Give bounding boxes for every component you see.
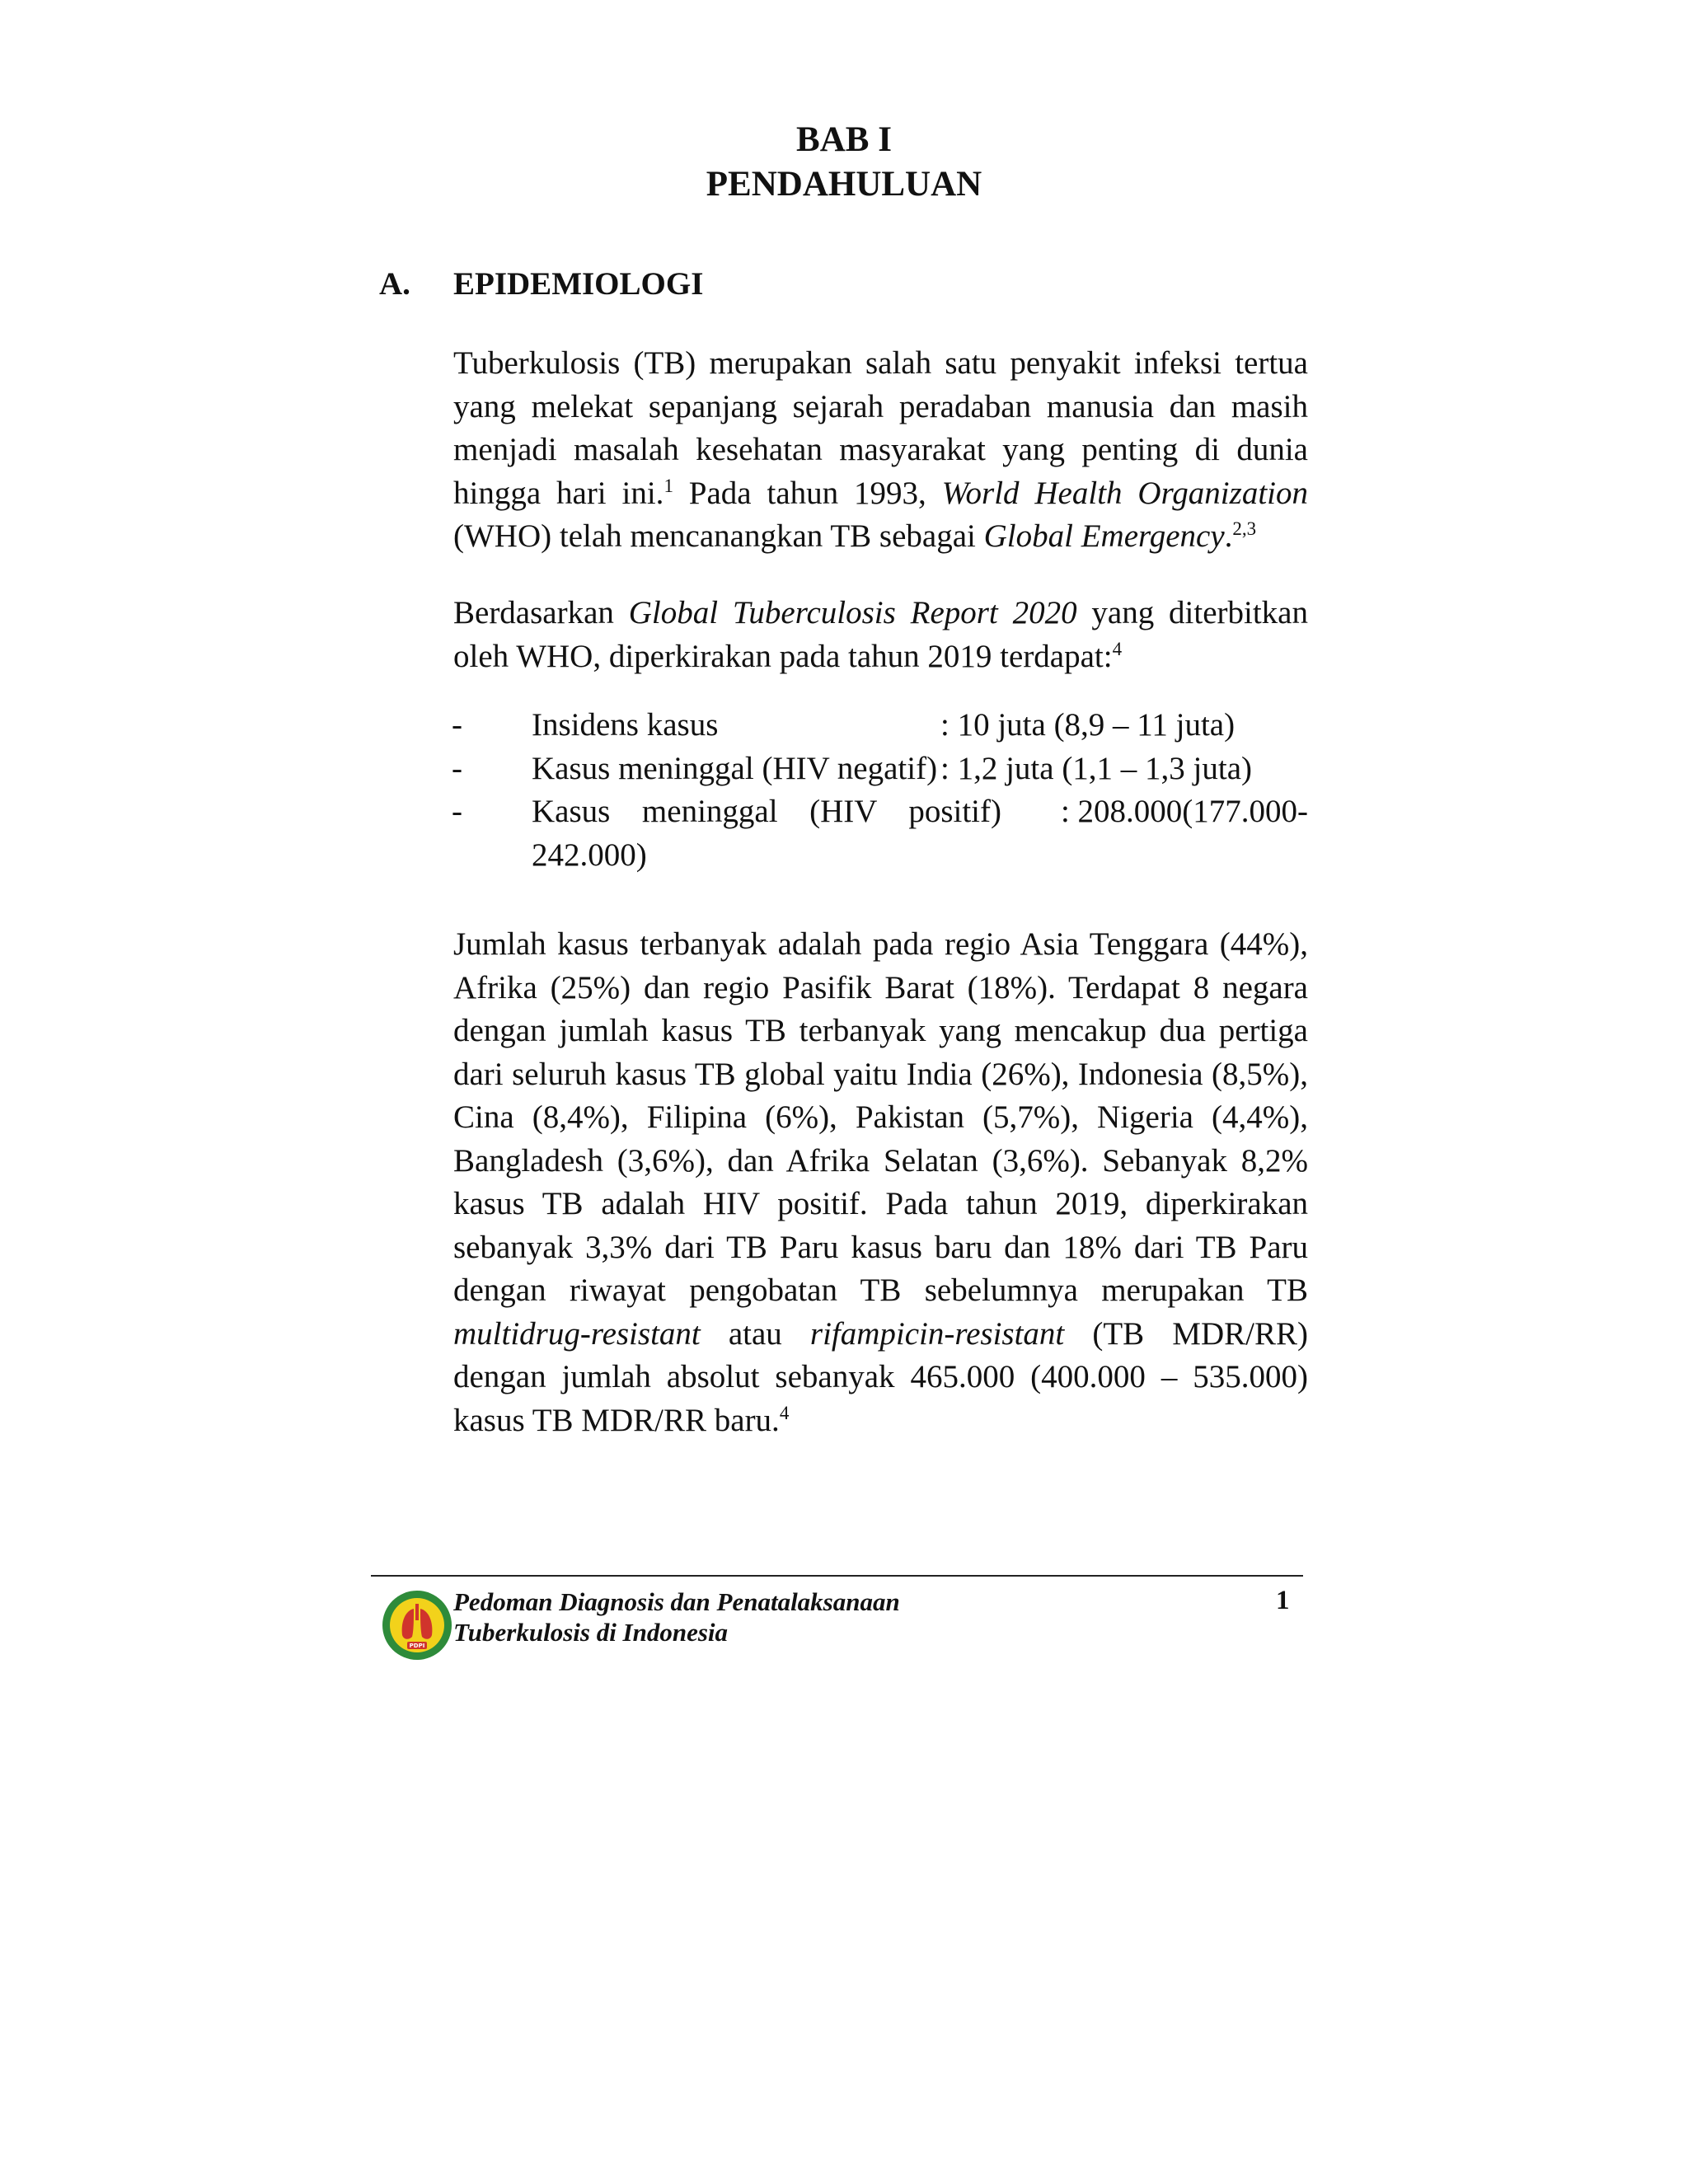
text: Tuberkulosis (TB) merupakan salah satu penyakit infeksi tertua yang melekat sepanjang sejarah peradaban manusia dan masih menjadi masalah kesehatan masyarakat yang penting di dunia hingga hari ini. xyxy=(453,345,1308,511)
text: yang diterbitkan oleh WHO, diperkirakan pada tahun 2019 terdapat: xyxy=(453,595,1308,674)
italic-text: rifampicin-resistant xyxy=(809,1315,1065,1352)
chapter-number: BAB I xyxy=(796,120,892,159)
text: Jumlah kasus terbanyak adalah pada regio Asia Tenggara (44%), Afrika (25%) dan regio Pasifik Barat (18%). Terdapat 8 negara dengan jumlah kasus TB terbanyak yang mencakup dua pertiga dari seluruh kasus TB global yaitu India (26%), Indonesia (8,5%), Cina (8,4%), Filipina (6%), Pakistan (5,7%), Nigeria (4,4%), Bangladesh (3,6%), dan Afrika Selatan (3,6%). Sebanyak 8,2% kasus TB adalah HIV positif. Pada tahun 2019, diperkirakan sebanyak 3,3% dari TB Paru kasus baru dan 18% dari TB Paru dengan riwayat pengobatan TB sebelumnya merupakan TB xyxy=(453,926,1308,1308)
bullet-dash: - xyxy=(452,707,462,743)
bullet-value-cont: 242.000) xyxy=(532,837,647,873)
bullet-dash: - xyxy=(452,751,462,786)
pdpi-logo-icon xyxy=(381,1589,453,1661)
paragraph-report xyxy=(453,592,1308,678)
paragraph-regions xyxy=(453,923,1308,1442)
section-letter: A. xyxy=(379,266,410,302)
text: (WHO) telah mencanangkan TB sebagai xyxy=(453,518,984,554)
logo-text: PDPI xyxy=(409,1643,425,1649)
bullet-dash: - xyxy=(452,794,462,829)
footnote-ref: 4 xyxy=(1112,638,1123,659)
bullet-value: : 1,2 juta (1,1 – 1,3 juta) xyxy=(940,751,1253,786)
footer-title-line1: Pedoman Diagnosis dan Penatalaksanaan xyxy=(453,1587,900,1616)
bullet-label: Kasus meninggal (HIV negatif) xyxy=(532,751,938,786)
text: . xyxy=(1224,518,1233,554)
italic-text: multidrug-resistant xyxy=(453,1315,701,1352)
footer-rule xyxy=(371,1575,1303,1577)
bullet-label: Insidens kasus xyxy=(532,707,719,743)
footnote-ref: 4 xyxy=(779,1402,790,1423)
italic-text: Global Tuberculosis Report 2020 xyxy=(628,595,1077,630)
bullet-value: : 10 juta (8,9 – 11 juta) xyxy=(940,707,1236,743)
paragraph-intro xyxy=(453,342,1308,559)
footer-title-line2: Tuberkulosis di Indonesia xyxy=(453,1618,729,1647)
bullet-value: : 208.000(177.000- xyxy=(1060,794,1308,829)
text: atau xyxy=(700,1315,810,1352)
footnote-ref: 1 xyxy=(663,475,673,496)
section-title: EPIDEMIOLOGI xyxy=(453,266,704,302)
chapter-title: PENDAHULUAN xyxy=(706,165,982,204)
footnote-ref: 2,3 xyxy=(1232,518,1257,539)
text: Pada tahun 1993, xyxy=(673,475,942,511)
bullet-label: Kasus meninggal (HIV positif) xyxy=(532,794,1001,829)
italic-text: World Health Organization xyxy=(941,475,1308,511)
page-number: 1 xyxy=(1276,1586,1290,1615)
text: Berdasarkan xyxy=(453,595,629,630)
italic-text: Global Emergency xyxy=(983,518,1225,554)
text: (TB MDR/RR) dengan jumlah absolut sebanyak 465.000 (400.000 – 535.000) kasus TB MDR/RR baru. xyxy=(453,1315,1308,1438)
